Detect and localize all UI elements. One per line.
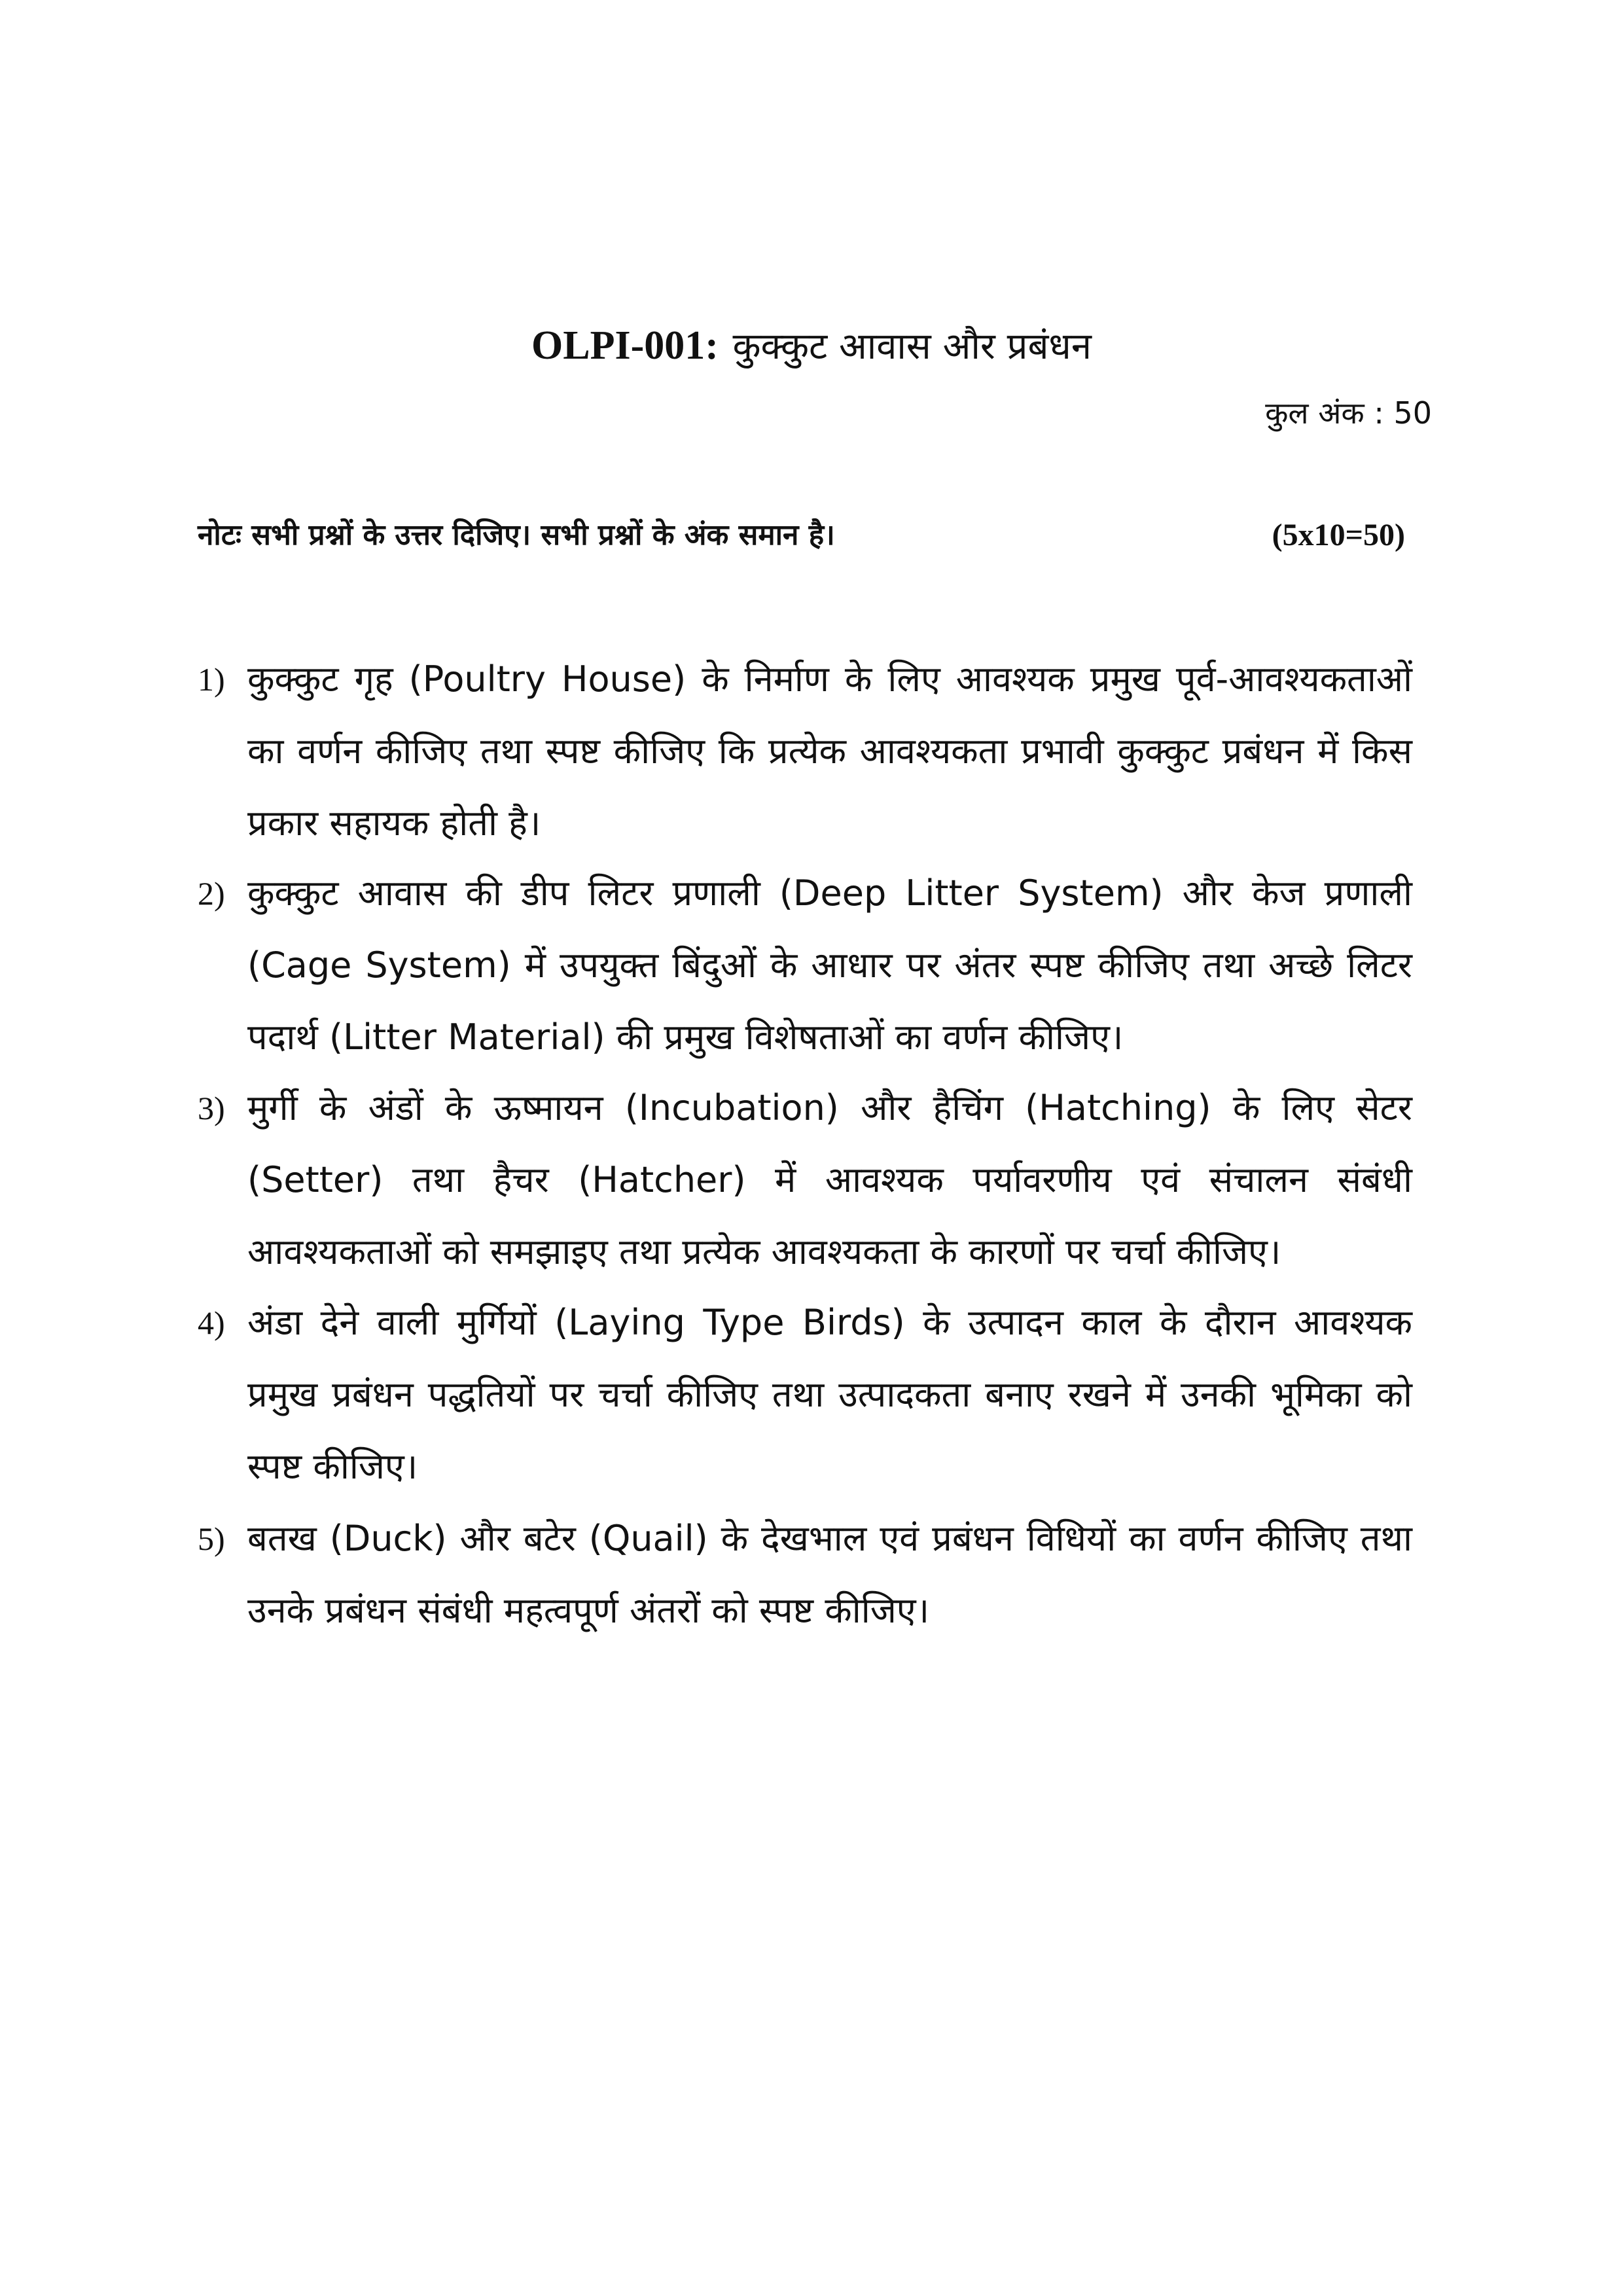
question-text: अंडा देने वाली मुर्गियों (Laying Type Birds) के उत्पादन काल के दौरान आवश्यक प्रमुख प्रबंधन पद्धतियों पर चर्चा कीजिए तथा उत्पादकता बनाए रखने में उनकी भूमिका को स्पष्ट कीजिए। [247,1302,1412,1487]
question-number: 3) [198,1090,225,1126]
question-number: 4) [198,1304,225,1341]
marks-distribution: (5x10=50) [1272,518,1405,552]
course-code: OLPI-001: [531,323,719,368]
question-text: कुक्कुट आवास की डीप लिटर प्रणाली (Deep Litter System) और केज प्रणाली (Cage System) में उपयुक्त बिंदुओं के आधार पर अंतर स्पष्ट कीजिए तथा अच्छे लिटर पदार्थ (Litter Material) की प्रमुख विशेषताओं का वर्णन कीजिए। [247,872,1412,1058]
instructions-note: नोटः सभी प्रश्नों के उत्तर दिजिए। सभी प्रश्नों के अंक समान है। [198,518,835,552]
question-text: बतख (Duck) और बटेर (Quail) के देखभाल एवं प्रबंधन विधियों का वर्णन कीजिए तथा उनके प्रबंधन संबंधी महत्वपूर्ण अंतरों को स्पष्ट कीजिए। [247,1518,1412,1631]
course-title: कुक्कुट आवास और प्रबंधन [732,325,1092,368]
question-number: 2) [198,875,225,912]
question-text: मुर्गी के अंडों के ऊष्मायन (Incubation) और हैचिंग (Hatching) के लिए सेटर (Setter) तथा हैचर (Hatcher) में आवश्यक पर्यावरणीय एवं संचालन संबंधी आवश्यकताओं को समझाइए तथा प्रत्येक आवश्यकता के कारणों पर चर्चा कीजिए। [247,1087,1412,1272]
question-number: 1) [198,661,225,698]
note-row [198,509,1405,562]
question-number: 5) [198,1520,225,1557]
total-marks: कुल अंक : 50 [1265,395,1432,431]
question-text: कुक्कुट गृह (Poultry House) के निर्माण के लिए आवश्यक प्रमुख पूर्व-आवश्यकताओं का वर्णन कीजिए तथा स्पष्ट कीजिए कि प्रत्येक आवश्यकता प्रभावी कुक्कुट प्रबंधन में किस प्रकार सहायक होती है। [247,658,1412,844]
page-title [0,315,1623,376]
